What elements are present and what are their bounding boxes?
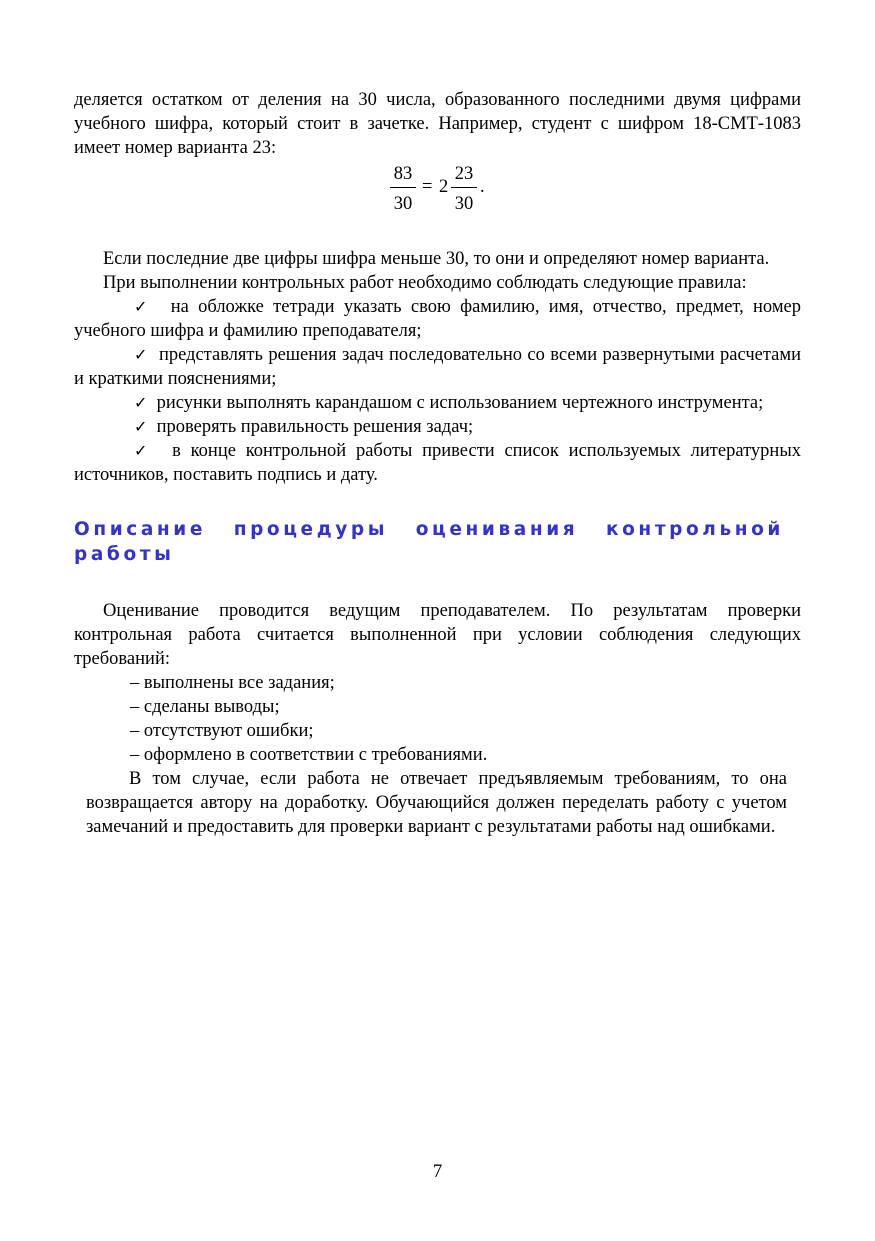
rule-item (74, 295, 801, 343)
rule-item (74, 391, 801, 415)
formula-left-numerator: 83 (390, 163, 416, 188)
requirement-item: – отсутствуют ошибки; (130, 721, 314, 741)
formula-right-numerator: 23 (451, 163, 477, 188)
document-page (74, 88, 801, 839)
formula-right-denominator: 30 (454, 194, 474, 214)
formula-whole: 2 (439, 177, 449, 197)
rule-text: представлять решения задач последовательно со всеми развернутыми расчетами и краткими пояснениями; (74, 345, 801, 389)
formula-right-fraction (451, 163, 477, 215)
rule-text: рисунки выполнять карандашом с использованием чертежного инструмента; (156, 393, 764, 413)
rule-item (74, 343, 801, 391)
rule-item (74, 439, 801, 487)
rules-intro-paragraph: При выполнении контрольных работ необходимо соблюдать следующие правила: (103, 273, 747, 293)
intro-paragraph: деляется остатком от деления на 30 числа, образованного последними двумя цифрами учебного шифра, который стоит в зачетке. Например, студент с шифром 18-СМТ-1083 имеет номер варианта 23: (74, 90, 801, 158)
requirement-item: – выполнены все задания; (130, 673, 335, 693)
checkmark-icon: ✓ (134, 441, 153, 460)
assessment-paragraph: Оценивание проводится ведущим преподавателем. По результатам проверки контрольная работа считается выполненной при условии соблюдения следующих требований: (74, 601, 801, 669)
variant-formula (74, 163, 801, 223)
checkmark-icon: ✓ (134, 345, 149, 364)
formula-end: . (480, 177, 485, 197)
rule-text: проверять правильность решения задач; (156, 417, 474, 437)
rule-item (74, 415, 801, 439)
closing-paragraph: В том случае, если работа не отвечает предъявляемым требованиям, то она возвращается автору на доработку. Обучающийся должен переделать работу с учетом замечаний и предоставить для проверки вариант с результатами работы над ошибками. (86, 769, 787, 837)
formula-equals: = (422, 177, 433, 197)
section-heading-line1: Описание процедуры оценивания контрольной (74, 519, 784, 540)
checkmark-icon: ✓ (134, 417, 148, 436)
rule-text: на обложке тетради указать свою фамилию, имя, отчество, предмет, номер учебного шифра и фамилию преподавателя; (74, 297, 801, 341)
section-heading-line2: работы (74, 544, 175, 565)
checkmark-icon: ✓ (134, 297, 153, 316)
requirement-item: – сделаны выводы; (130, 697, 280, 717)
page-number: 7 (432, 1162, 443, 1182)
last-two-digits-paragraph: Если последние две цифры шифра меньше 30, то они и определяют номер варианта. (103, 249, 770, 269)
rule-text: в конце контрольной работы привести список используемых литературных источников, поставить подпись и дату. (74, 441, 801, 485)
section-heading (74, 517, 801, 567)
requirement-item: – оформлено в соответствии с требованиями. (130, 745, 488, 765)
formula-left-denominator: 30 (393, 194, 413, 214)
formula-left-fraction (390, 163, 416, 215)
checkmark-icon: ✓ (134, 393, 148, 412)
